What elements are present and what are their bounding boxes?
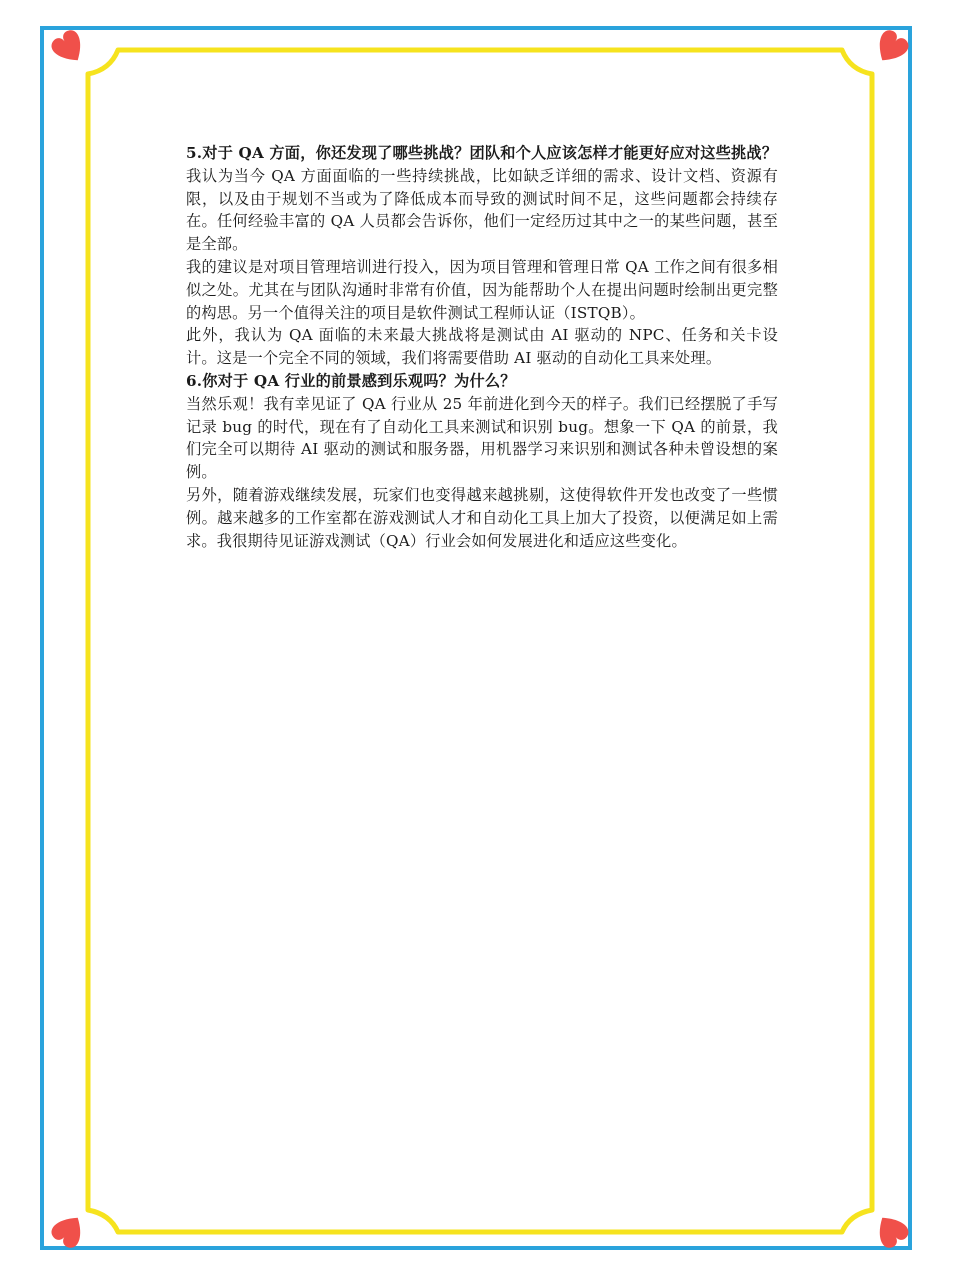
article-body — [186, 142, 778, 552]
answer-5-paragraph-3: 此外，我认为 QA 面临的未来最大挑战将是测试由 AI 驱动的 NPC、任务和关卡设计。这是一个完全不同的领域，我们将需要借助 AI 驱动的自动化工具来处理。 — [186, 326, 778, 368]
answer-6-paragraph-2: 另外，随着游戏继续发展，玩家们也变得越来越挑剔，这使得软件开发也改变了一些惯例。越来越多的工作室都在游戏测试人才和自动化工具上加大了投资，以便满足如上需求。我很期待见证游戏测试（QA）行业会如何发展进化和适应这些变化。 — [186, 485, 778, 550]
answer-6-paragraph-1: 当然乐观！我有幸见证了 QA 行业从 25 年前进化到今天的样子。我们已经摆脱了手写记录 bug 的时代，现在有了自动化工具来测试和识别 bug。想象一下 QA 的前景，我们完全可以期待 AI 驱动的测试和服务器，用机器学习来识别和测试各种未曾设想的案例。 — [186, 394, 778, 482]
question-6-heading: 6.你对于 QA 行业的前景感到乐观吗？为什么？ — [186, 371, 516, 390]
question-5-heading: 5.对于 QA 方面，你还发现了哪些挑战？团队和个人应该怎样才能更好应对这些挑战？ — [186, 144, 778, 162]
answer-5-paragraph-1: 我认为当今 QA 方面面临的一些持续挑战，比如缺乏详细的需求、设计文档、资源有限，以及由于规划不当或为了降低成本而导致的测试时间不足，这些问题都会持续存在。任何经验丰富的 QA 人员都会告诉你，他们一定经历过其中之一的某些问题，甚至是全部。 — [186, 166, 778, 254]
answer-5-paragraph-2: 我的建议是对项目管理培训进行投入，因为项目管理和管理日常 QA 工作之间有很多相似之处。尤其在与团队沟通时非常有价值，因为能帮助个人在提出问题时绘制出更完整的构思。另一个值得关注的项目是软件测试工程师认证（ISTQB）。 — [186, 257, 778, 322]
